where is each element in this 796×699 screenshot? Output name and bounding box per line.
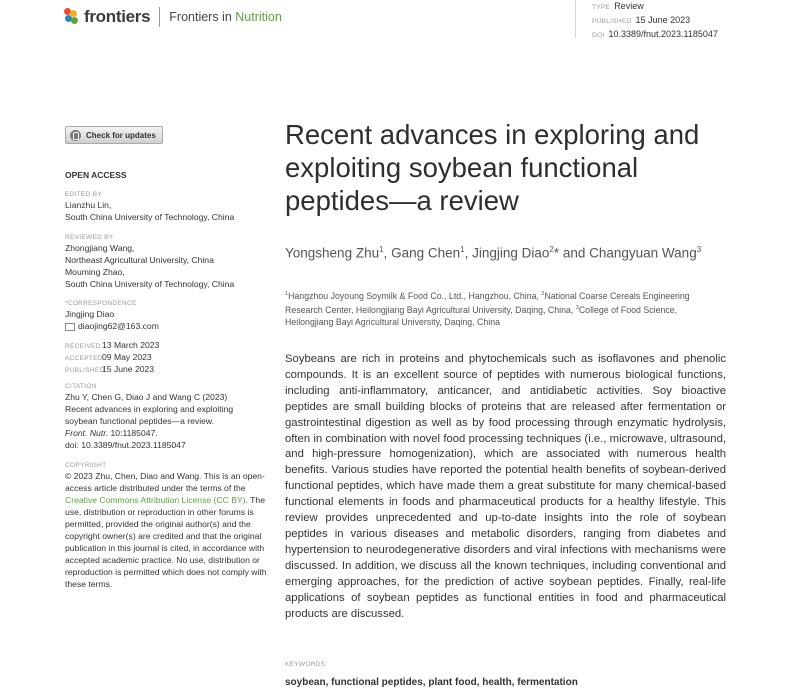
copyright-section: COPYRIGHT © 2023 Zhu, Chen, Diao and Wang. This is an open-access article distributed under the terms of the Creative Commons Attribution License (CC BY). The use, distribution or reproduction in other forums is permitted, provided the original author(s) and the copyright owner(s) are credited and that the original publication in this journal is cited, in accordance with accepted academic practice. No use, distribution or reproduction is permitted which does not comply with these terms. xyxy=(65,462,267,589)
publisher-name[interactable]: frontiers xyxy=(84,7,151,26)
license-link[interactable]: Creative Commons Attribution License (CC BY) xyxy=(65,495,246,505)
crossmark-icon xyxy=(70,130,81,141)
author-link[interactable]: Jingjing Diao xyxy=(472,245,550,261)
open-access-label: OPEN ACCESS xyxy=(65,170,127,180)
published-date: 15 June 2023 xyxy=(635,15,691,25)
keywords-label: KEYWORDS xyxy=(285,661,326,668)
abstract: Soybeans are rich in proteins and phytochemicals such as isoflavones and phenolic compounds. It is an excellent source of peptides with numerous biological functions, including anti-inflammatory, anticancer, and antidiabetic activities. Soy bioactive peptides are small building blocks of proteins that are released after fermentation or gastrointestinal digestion as well as by food processing through enzymatic hydrolysis, often in combination with novel food processing techniques (i.e., microwave, ultrasound, and high-pressure homogenization), which are associated with numerous health benefits. Various studies have reported the potential health benefits of soybean-derived functional peptides, which have made them a great substitute for many chemical-based functional elements in foods and pharmaceutical products for a healthy lifestyle. This review provides unprecedented and up-to-date insights into the role of soybean peptides in various diseases and metabolic disorders, ranging from diabetes and hypertension to neurodegenerative disorders and viral infections with mechanisms were discussed. In addition, we discuss all the known techniques, including conventional and emerging approaches, for the prediction of active soybean peptides. Finally, real-life applications of soybean peptides as functional entities in food and pharmaceutical products are discussed. xyxy=(285,353,726,620)
dates-section: RECEIVED13 March 2023 ACCEPTED09 May 2023 PUBLISHED15 June 2023 xyxy=(65,340,160,374)
reviewed-by-section: REVIEWED BY Zhongjiang Wang, Northeast Agricultural University, China Mouming Zhao, South China University of Technology, China xyxy=(65,234,235,289)
article-meta: TYPE Review PUBLISHED 15 June 2023 DOI 10.3389/fnut.2023.1185047 xyxy=(575,0,718,38)
author-link[interactable]: Yongsheng Zhu xyxy=(285,245,380,261)
journal-name[interactable]: Frontiers in Nutrition xyxy=(169,10,282,24)
frontiers-logo-icon xyxy=(64,8,80,26)
citation-section: CITATION Zhu Y, Chen G, Diao J and Wang C (2023) Recent advances in exploring and exploiting soybean functional peptides—a review. Front. Nutr. 10:1185047. doi: 10.3389/fnut.2023.1185047 xyxy=(65,382,270,451)
affiliations: $^1$Hangzhou Joyoung Soymilk & Food Co., Ltd., Hangzhou, China, $^2$National Coarse Cereals Engineering Research Center, Heilongjiang Bayi Agricultural University, Daqing, China, $^3$College of Food Science, Heilongjiang Bayi Agricultural University, Daqing, China xyxy=(285,290,690,327)
correspondence-section: *CORRESPONDENCE Jingjing Diao diaojing62@163.com xyxy=(65,300,159,331)
doi-link[interactable]: 10.3389/fnut.2023.1185047 xyxy=(608,29,718,39)
header-divider xyxy=(159,7,160,27)
author-link[interactable]: Changyuan Wang xyxy=(589,245,697,261)
check-for-updates-button[interactable]: Check for updates xyxy=(65,126,163,144)
edited-by-section: EDITED BY Lianzhu Lin, South China University of Technology, China xyxy=(65,191,235,222)
author-link[interactable]: Gang Chen xyxy=(391,245,461,261)
keywords: soybean, functional peptides, plant food, health, fermentation xyxy=(285,677,578,688)
journal-header xyxy=(64,6,282,28)
author-list: Yongsheng Zhu$^1$, Gang Chen$^1$, Jingjing Diao$^2$* and Changyuan Wang$^3$ xyxy=(285,245,702,261)
citation-doi[interactable]: doi: 10.3389/fnut.2023.1185047 xyxy=(65,440,186,450)
article-type: Review xyxy=(614,1,644,11)
email-icon xyxy=(65,323,75,331)
article-title: Recent advances in exploring and exploiting soybean functional peptides—a review xyxy=(285,119,700,216)
correspondence-email[interactable]: diaojing62@163.com xyxy=(78,321,159,331)
